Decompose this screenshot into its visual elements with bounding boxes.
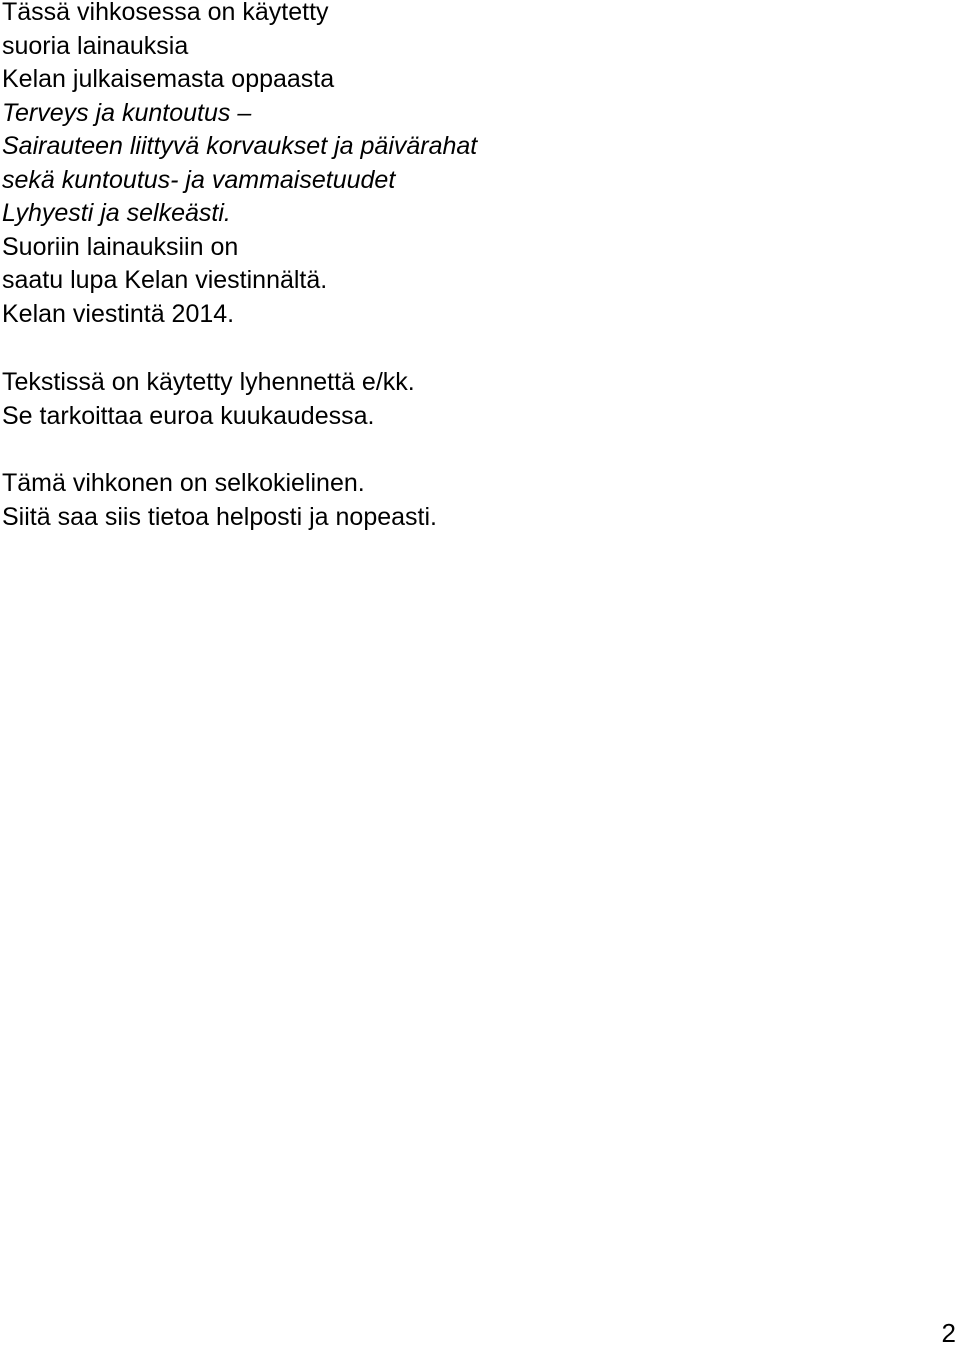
intro-line: Suoriin lainauksiin on bbox=[2, 232, 239, 261]
guide-title-line: Terveys ja kuntoutus – bbox=[2, 98, 252, 127]
intro-line: Kelan julkaisemasta oppaasta bbox=[2, 65, 335, 93]
abbreviation-line: Se tarkoittaa euroa kuukaudessa. bbox=[2, 401, 375, 430]
plain-language-line: Siitä saa siis tietoa helposti ja nopeasti. bbox=[2, 502, 437, 531]
intro-line: suoria lainauksia bbox=[2, 31, 189, 60]
guide-title-line: sekä kuntoutus- ja vammaisetuudet bbox=[2, 165, 396, 194]
intro-line: saatu lupa Kelan viestinnältä. bbox=[2, 266, 328, 294]
guide-title-line: Lyhyesti ja selkeästi. bbox=[2, 199, 231, 227]
abbreviation-paragraph bbox=[2, 366, 415, 433]
intro-line: Tässä vihkosessa on käytetty bbox=[2, 0, 329, 26]
page-number: 2 bbox=[941, 1318, 956, 1348]
intro-line: Kelan viestintä 2014. bbox=[2, 299, 235, 328]
abbreviation-line: Tekstissä on käytetty lyhennettä e/kk. bbox=[2, 368, 415, 396]
plain-language-line: Tämä vihkonen on selkokielinen. bbox=[2, 469, 365, 497]
source-attribution-paragraph bbox=[2, 0, 477, 331]
guide-title-line: Sairauteen liittyvä korvaukset ja päivärahat bbox=[2, 132, 478, 160]
plain-language-paragraph bbox=[2, 467, 437, 534]
